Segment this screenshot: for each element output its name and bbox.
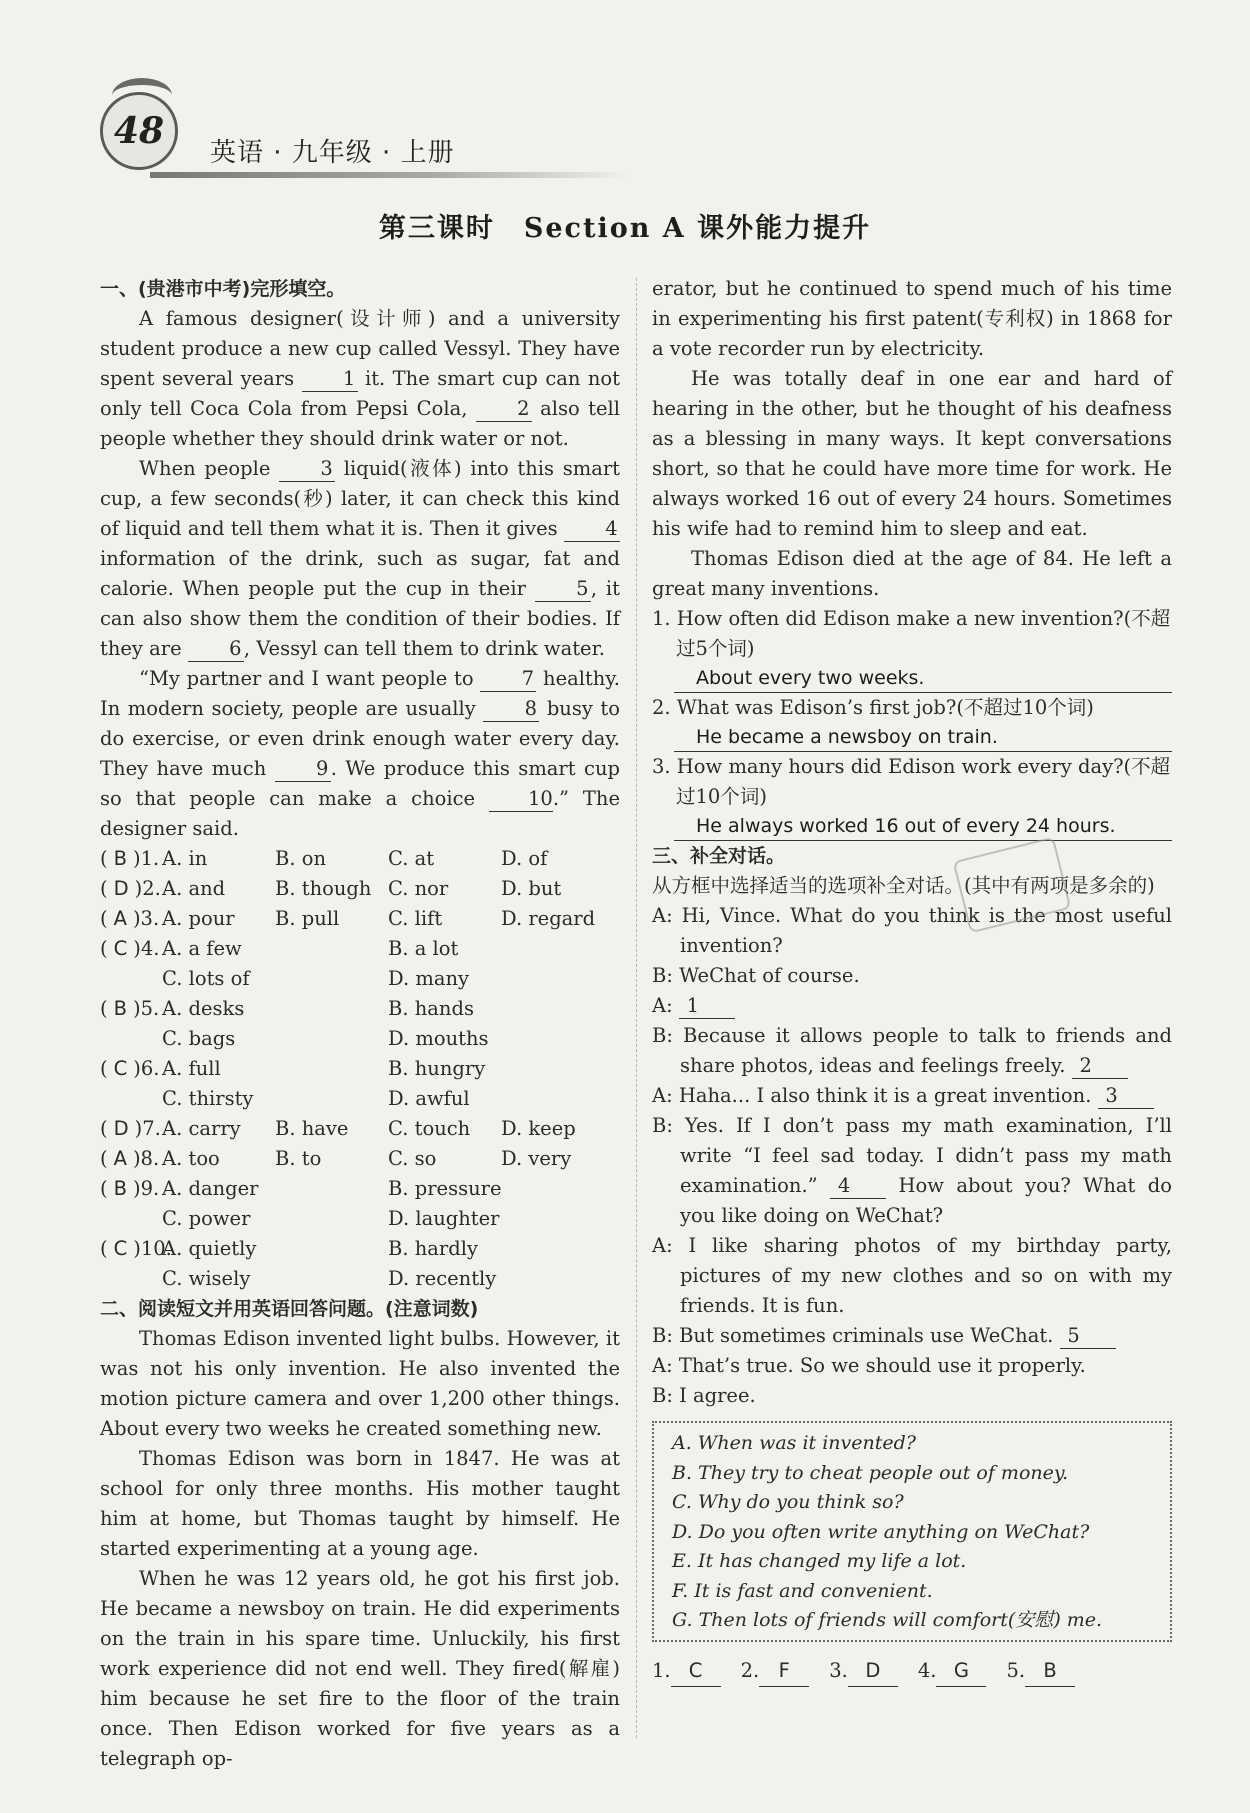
dialogue-line-3 (652, 991, 1172, 1021)
cloze-blank-4: 4 (564, 517, 620, 542)
left-column (100, 274, 620, 1774)
option-b: B. have (275, 1117, 349, 1140)
cloze-blank-5: 5 (535, 577, 591, 602)
answer-letter: D (113, 877, 129, 900)
dialogue-blank-4: 4 (830, 1174, 886, 1199)
question-text: 2. What was Edison’s first job?(不超过10个词) (652, 696, 1094, 719)
choices-box (652, 1421, 1172, 1642)
question-number: )8. (132, 1147, 160, 1170)
dialogue-line-2: B: WeChat of course. (652, 964, 860, 987)
question-number: )2. (134, 877, 161, 900)
option-b: B. pull (275, 907, 340, 930)
option-a: A. too (162, 1147, 220, 1170)
text-span: , it can also show them the condition of their bodies. If they are (100, 577, 620, 660)
option-c: C. at (388, 847, 435, 870)
answer-slot: ( C )4. (100, 937, 160, 960)
cloze-blank-8: 8 (483, 697, 539, 722)
option-a: A. pour (162, 907, 235, 930)
answer-letter: B (113, 1177, 127, 1200)
dialogue-line-10: B: I agree. (652, 1384, 756, 1407)
text-span: . We produce this smart cup so that people can make a choice (100, 757, 620, 810)
option-b: B. hardly (388, 1237, 478, 1260)
dialogue-line-7: A: I like sharing photos of my birthday party, pictures of my new clothes and so on with my friends. It is fun. (652, 1234, 1172, 1317)
answer-value: D (848, 1656, 898, 1687)
dialogue-blank-2: 2 (1072, 1054, 1128, 1079)
spacer (100, 1024, 162, 1054)
text-span: information of the drink, such as sugar, fat and calorie. When people put the cup in their (100, 547, 620, 600)
answer-line: About every two weeks. (674, 664, 1172, 693)
option-row-4 (100, 934, 620, 964)
dialogue-line-4 (652, 1021, 1172, 1081)
answer-letter: A (113, 907, 127, 930)
question-number: )5. (133, 997, 160, 1020)
dialogue-answers-row (652, 1656, 1172, 1687)
book-title: 英语 · 九年级 · 上册 (210, 138, 455, 168)
answer-slot: ( D )2. (100, 877, 161, 900)
option-d: D. awful (388, 1087, 470, 1110)
option-d: D. many (388, 967, 470, 990)
dialogue-blank-1: 1 (679, 994, 735, 1019)
text-span: How about you? What do you like doing on WeChat? (680, 1174, 1173, 1227)
option-d: D. of (501, 847, 548, 870)
option-a: A. and (162, 877, 226, 900)
answer-letter: D (113, 1117, 129, 1140)
dialogue-line-5 (652, 1081, 1172, 1111)
cloze-paragraph-1 (100, 304, 620, 454)
reading-paragraph-5: Thomas Edison died at the age of 84. He left a great many inventions. (652, 547, 1172, 600)
option-c: C. touch (388, 1117, 471, 1140)
question-text: 3. How many hours did Edison work every day?(不超过10个词) (652, 755, 1171, 808)
answer-slot: ( D )7. (100, 1117, 161, 1140)
option-c: C. lift (388, 907, 443, 930)
choice-item: E. It has changed my life a lot. (672, 1550, 967, 1572)
option-c: C. nor (388, 877, 449, 900)
question-number: )3. (132, 907, 160, 930)
answer-pair (1006, 1656, 1075, 1687)
reading-paragraph-2: Thomas Edison was born in 1847. He was at school for only three months. His mother taught him at home, but Thomas taught by himself. He started experimenting at a young age. (100, 1447, 620, 1560)
part1-heading: 一、(贵港市中考)完形填空。 (100, 278, 346, 300)
choice-item: D. Do you often write anything on WeChat? (672, 1520, 1090, 1543)
answer-pair (741, 1656, 810, 1687)
option-row-7 (100, 1114, 620, 1144)
spacer (100, 964, 162, 994)
answer-slot: ( B )1. (100, 847, 160, 870)
option-row-5b (100, 1024, 620, 1054)
option-a: A. full (162, 1057, 221, 1080)
option-d: D. but (501, 877, 562, 900)
section-title: 第三课时 Section A 课外能力提升 (378, 213, 872, 244)
answer-slot: ( A )8. (100, 1147, 160, 1170)
qa-item-2 (652, 693, 1172, 752)
option-row-6 (100, 1054, 620, 1084)
answer-pair (918, 1656, 987, 1687)
answer-slot: ( B )5. (100, 997, 160, 1020)
answer-number: 2. (740, 1658, 760, 1682)
answer-letter: C (113, 937, 128, 960)
option-c: C. wisely (162, 1267, 251, 1290)
option-row-9 (100, 1174, 620, 1204)
option-a: A. a few (162, 937, 242, 960)
choice-item: C. Why do you think so? (672, 1491, 904, 1513)
option-a: A. quietly (162, 1237, 257, 1260)
answer-slot: ( B )9. (100, 1177, 160, 1200)
option-a: A. desks (162, 997, 245, 1020)
cloze-blank-6: 6 (188, 637, 244, 662)
cloze-blank-1: 1 (302, 367, 358, 392)
option-row-10 (100, 1234, 620, 1264)
option-c: C. bags (162, 1027, 236, 1050)
option-row-4b (100, 964, 620, 994)
option-row-5 (100, 994, 620, 1024)
option-c: C. so (388, 1147, 437, 1170)
answer-letter: C (113, 1057, 128, 1080)
question-text: 1. How often did Edison make a new invention?(不超过5个词) (652, 607, 1171, 660)
option-row-6b (100, 1084, 620, 1114)
option-row-2 (100, 874, 620, 904)
cloze-blank-10: 10 (489, 787, 553, 812)
option-b: B. hands (388, 997, 474, 1020)
part3-heading: 三、补全对话。 (652, 845, 786, 867)
choice-item: G. Then lots of friends will comfort(安慰) me. (672, 1609, 1103, 1631)
option-row-1 (100, 844, 620, 874)
dialogue-line-1: A: Hi, Vince. What do you think is the most useful invention? (652, 904, 1172, 957)
answer-slot: ( C )10. (100, 1237, 172, 1260)
dialogue-line-6 (652, 1111, 1172, 1231)
qa-item-1 (652, 604, 1172, 693)
text-span: , Vessyl can tell them to drink water. (243, 637, 605, 660)
option-a: A. danger (162, 1177, 259, 1200)
option-a: A. in (162, 847, 208, 870)
option-c: C. power (162, 1207, 251, 1230)
answer-letter: A (113, 1147, 127, 1170)
option-row-8 (100, 1144, 620, 1174)
answer-letter: B (113, 847, 127, 870)
spacer (100, 1264, 162, 1294)
choice-item: F. It is fast and convenient. (672, 1579, 933, 1602)
text-span: A: Haha... I also think it is a great invention. (652, 1084, 1098, 1107)
right-column (652, 274, 1172, 1687)
spacer (100, 1204, 162, 1234)
question-number: )1. (133, 847, 160, 870)
option-c: C. lots of (162, 967, 250, 990)
reading-paragraph-3-continued: erator, but he continued to spend much of his time in experimenting his first patent(专利权) in 1868 for a vote recorder run by electricity. (652, 277, 1172, 360)
answer-letter: C (113, 1237, 128, 1260)
options-block (100, 844, 620, 1294)
option-row-3 (100, 904, 620, 934)
option-b: B. though (275, 877, 372, 900)
header-rule (150, 172, 630, 178)
page-number-badge: 48 (100, 92, 178, 170)
cloze-blank-2: 2 (476, 397, 532, 422)
choice-item: B. They try to cheat people out of money. (672, 1461, 1069, 1484)
question-number: )4. (133, 937, 160, 960)
answer-line: He became a newsboy on train. (674, 723, 1172, 752)
dialogue-line-9: A: That’s true. So we should use it properly. (652, 1354, 1086, 1377)
dialogue-blank-5: 5 (1060, 1324, 1116, 1349)
cloze-paragraph-3 (100, 664, 620, 844)
text-span: A: (652, 994, 679, 1017)
text-span: liquid(液体) into this smart cup, a few seconds(秒) later, it can check this kind of liquid and tell them what it is. Then it gives (100, 457, 620, 540)
text-span: B: But sometimes criminals use WeChat. (652, 1324, 1060, 1347)
answer-value: C (671, 1656, 721, 1687)
answer-number: 3. (829, 1658, 848, 1682)
text-span: it. The smart cup can not only tell Coca Cola from Pepsi Cola, (100, 367, 620, 420)
option-d: D. keep (501, 1117, 576, 1140)
text-span: B: Yes. If I don’t pass my math examination, I’ll write “I feel sad today. I didn’t pass my math examination.” (652, 1114, 1172, 1197)
part2-heading: 二、阅读短文并用英语回答问题。(注意词数) (100, 1298, 479, 1320)
reading-paragraph-4: He was totally deaf in one ear and hard of hearing in the other, but he thought of his deafness as a blessing in many ways. It kept conversations short, so that he could have more time for work. He always worked 16 out of every 24 hours. Sometimes his wife had to remind him to sleep and eat. (652, 367, 1172, 540)
cloze-blank-9: 9 (275, 757, 331, 782)
option-d: D. mouths (388, 1027, 489, 1050)
text-span: When people (139, 457, 280, 480)
option-row-9b (100, 1204, 620, 1234)
option-b: B. a lot (388, 937, 459, 960)
part3-instruction: 从方框中选择适当的选项补全对话。(其中有两项是多余的) (652, 874, 1155, 897)
cloze-blank-7: 7 (480, 667, 536, 692)
answer-value: G (936, 1656, 986, 1687)
reading-paragraph-1: Thomas Edison invented light bulbs. However, it was not his only invention. He also invented the motion picture camera and over 1,200 other things. About every two weeks he created something new. (100, 1327, 620, 1440)
option-d: D. regard (501, 907, 596, 930)
answer-slot: ( A )3. (100, 907, 160, 930)
qa-item-3 (652, 752, 1172, 841)
answer-line: He always worked 16 out of every 24 hours. (674, 812, 1172, 841)
reading-paragraph-3-start: When he was 12 years old, he got his first job. He became a newsboy on train. He did experiments on the train in his spare time. Unluckily, his first work experience did not end well. They fired(解雇) him because he set fire to the floor of the train once. Then Edison worked for five years as a telegraph op- (100, 1567, 620, 1770)
option-b: B. on (275, 847, 327, 870)
text-span: busy to do exercise, or even drink enough water every day. They have much (100, 697, 620, 780)
spacer (100, 1084, 162, 1114)
option-b: B. to (275, 1147, 322, 1170)
text-span: also tell people whether they should drink water or not. (100, 397, 620, 450)
text-span: .” The designer said. (100, 787, 620, 840)
text-span: A famous designer(设计师) and a university student produce a new cup called Vessyl. They have spent several years (100, 307, 620, 390)
question-number: )9. (133, 1177, 160, 1200)
choice-item: A. When was it invented? (672, 1432, 916, 1454)
text-span: “My partner and I want people to (139, 667, 481, 690)
dialogue-line-8 (652, 1321, 1172, 1351)
question-number: )7. (134, 1117, 161, 1140)
cloze-paragraph-2 (100, 454, 620, 664)
question-number: )10. (133, 1237, 172, 1260)
text-span: healthy. In modern society, people are usually (100, 667, 620, 720)
answer-slot: ( C )6. (100, 1057, 160, 1080)
option-b: B. pressure (388, 1177, 502, 1200)
option-a: A. carry (162, 1117, 241, 1140)
answer-number: 5. (1006, 1658, 1026, 1682)
cloze-blank-3: 3 (279, 457, 335, 482)
answer-pair (652, 1656, 721, 1687)
column-divider (636, 278, 638, 1738)
option-d: D. recently (388, 1267, 497, 1290)
answer-letter: B (113, 997, 127, 1020)
option-d: D. very (501, 1147, 572, 1170)
answer-number: 1. (652, 1658, 671, 1682)
answer-value: B (1025, 1656, 1075, 1687)
option-b: B. hungry (388, 1057, 486, 1080)
answer-value: F (759, 1656, 809, 1687)
option-row-10b (100, 1264, 620, 1294)
answer-pair (829, 1656, 898, 1687)
option-c: C. thirsty (162, 1087, 254, 1110)
answer-number: 4. (917, 1658, 937, 1682)
text-span: B: Because it allows people to talk to friends and share photos, ideas and feelings freely. (652, 1024, 1172, 1077)
dialogue-blank-3: 3 (1098, 1084, 1154, 1109)
option-d: D. laughter (388, 1207, 500, 1230)
question-number: )6. (133, 1057, 160, 1080)
